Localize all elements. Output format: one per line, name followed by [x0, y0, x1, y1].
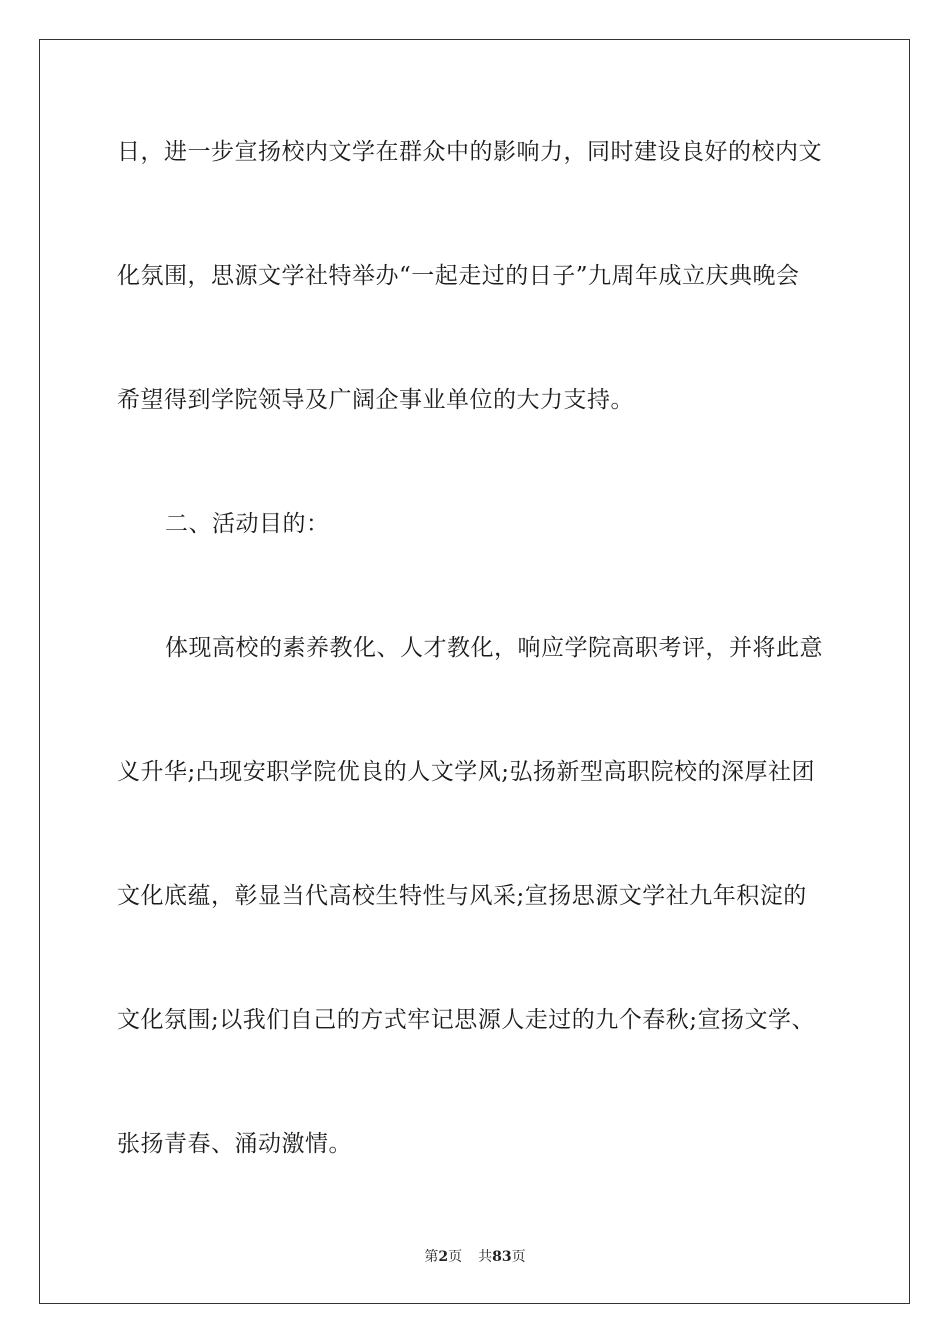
body-line-3: 希望得到学院领导及广阔企事业单位的大力支持。: [117, 387, 634, 413]
page-footer: [0, 1248, 950, 1266]
body-line-1: 日，进一步宣扬校内文学在群众中的影响力，同时建设良好的校内文: [117, 139, 822, 165]
body-line-5: 体现高校的素养教化、人才教化，响应学院高职考评，并将此意: [165, 635, 823, 661]
footer-page-suffix: 页: [448, 1249, 463, 1265]
footer-total-pages: 83: [492, 1249, 512, 1265]
body-line-9: 张扬青春、涌动激情。: [117, 1131, 352, 1157]
page-border: [39, 39, 910, 1304]
footer-total-prefix: 共: [478, 1249, 493, 1265]
body-line-7: 文化底蕴，彰显当代高校生特性与风采;宣扬思源文学社九年积淀的: [117, 883, 807, 909]
body-line-6: 义升华;凸现安职学院优良的人文学风;弘扬新型高职院校的深厚社团: [117, 759, 815, 785]
footer-page-number: 2: [438, 1249, 449, 1265]
footer-total-suffix: 页: [511, 1249, 526, 1265]
footer-page-prefix: 第: [424, 1249, 439, 1265]
body-line-2: 化氛围，思源文学社特举办“一起走过的日子”九周年成立庆典晚会: [117, 263, 800, 289]
body-line-8: 文化氛围;以我们自己的方式牢记思源人走过的九个春秋;宣扬文学、: [117, 1007, 815, 1033]
section-heading: 二、活动目的：: [165, 511, 330, 537]
